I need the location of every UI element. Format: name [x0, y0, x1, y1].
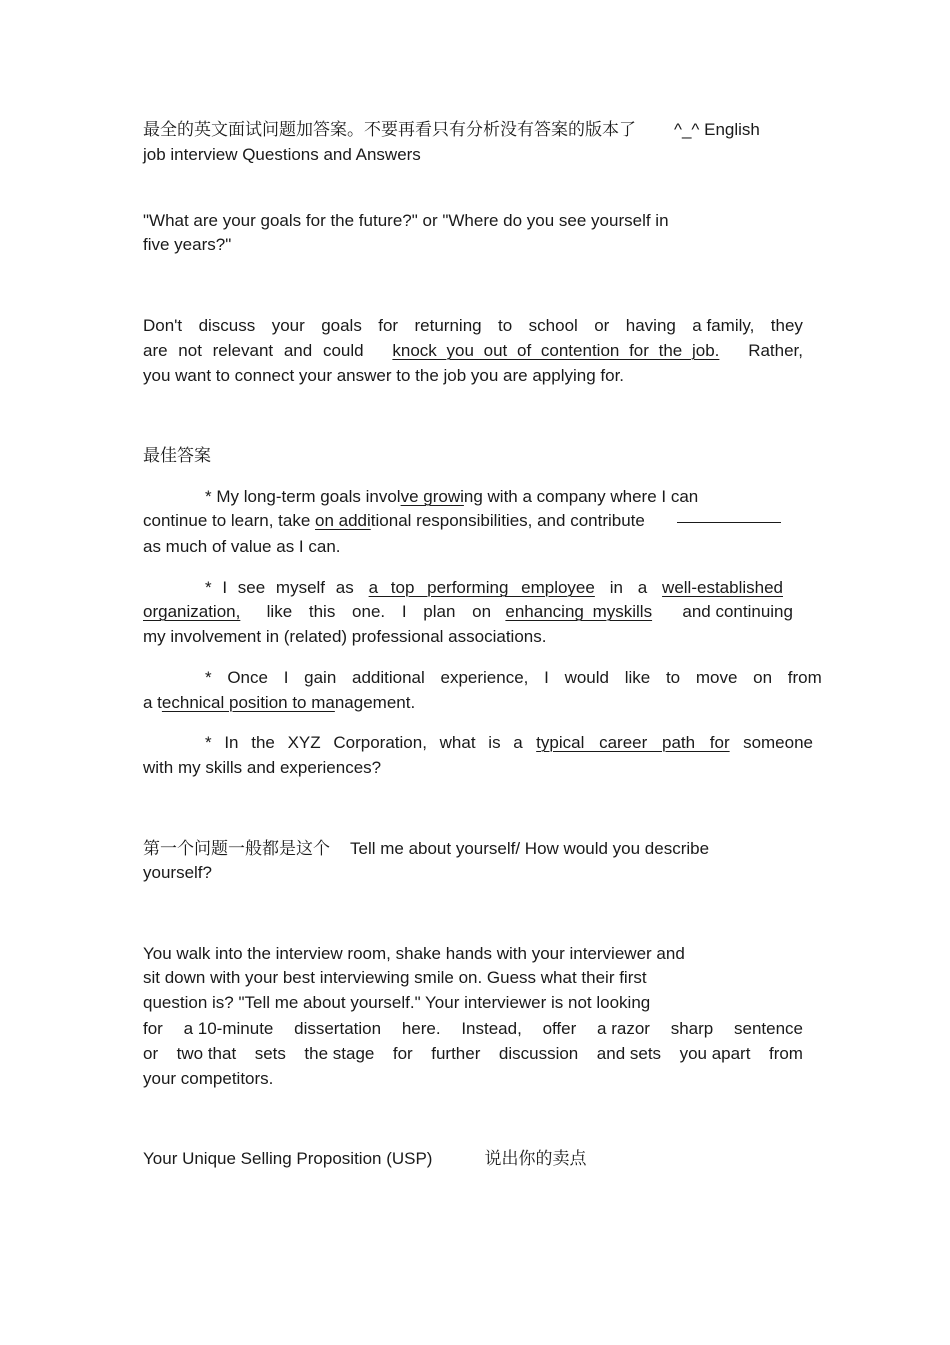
text: a t: [143, 693, 162, 712]
advice-1-line-3: you want to connect your answer to the job you are applying for.: [143, 366, 625, 385]
word: returning: [414, 316, 482, 335]
word: or: [594, 316, 610, 335]
answer-1-line-1: [143, 484, 698, 509]
text: someone: [743, 733, 813, 752]
best-answer-heading: 最佳答案: [143, 446, 211, 465]
question-2-line-2: yourself?: [143, 863, 212, 882]
answer-1-line-3: as much of value as I can.: [143, 537, 341, 556]
underlined-phrase: knock you out of contention for the job.: [392, 341, 720, 360]
fill-in-blank-line: [677, 521, 781, 523]
underlined-fragment: on addi: [315, 511, 371, 530]
word: for: [378, 316, 399, 335]
question-1-line-2: five years?": [143, 235, 232, 254]
question-2-chinese: 第一个问题一般都是这个: [143, 839, 330, 858]
word: dissertation: [294, 1019, 382, 1038]
title-english-tail: ^_^ English: [674, 120, 760, 139]
word: school: [528, 316, 578, 335]
text: * In the XYZ Corporation, what is a: [205, 733, 523, 752]
advice-1-line-1: [143, 313, 803, 338]
answer-4-line-2: with my skills and experiences?: [143, 758, 382, 777]
word: sharp: [670, 1019, 714, 1038]
word: Instead,: [461, 1019, 522, 1038]
word: to: [498, 316, 513, 335]
advice-2-line-3: question is? "Tell me about yourself." Your interviewer is not looking: [143, 993, 651, 1012]
title-line-2: job interview Questions and Answers: [143, 145, 421, 164]
word: Don't: [143, 316, 183, 335]
usp-chinese: 说出你的卖点: [484, 1149, 587, 1168]
usp-english: Your Unique Selling Proposition (USP): [143, 1149, 433, 1168]
word: from: [768, 1044, 803, 1063]
underlined-phrase: organization,: [143, 602, 241, 621]
usp-heading: [143, 1146, 586, 1171]
answer-3-line-2: [143, 690, 415, 715]
text: continue to learn, take: [143, 511, 316, 530]
word: further: [431, 1044, 481, 1063]
word: you apart: [679, 1044, 751, 1063]
advice-2-line-6: your competitors.: [143, 1069, 274, 1088]
word: for: [392, 1044, 413, 1063]
word: a 10-minute: [183, 1019, 274, 1038]
answer-2-line-1: [205, 575, 805, 600]
word: discuss: [198, 316, 256, 335]
answer-4-line-1: [205, 730, 813, 755]
word: offer: [542, 1019, 577, 1038]
word: and sets: [596, 1044, 662, 1063]
advice-2-line-4: [143, 1016, 803, 1041]
word: they: [770, 316, 803, 335]
word: two that: [176, 1044, 237, 1063]
word: a family,: [692, 316, 755, 335]
word: discussion: [498, 1044, 579, 1063]
word: a razor: [597, 1019, 650, 1038]
word: sentence: [733, 1019, 803, 1038]
underlined-fragment: ve growi: [400, 487, 464, 506]
underlined-phrase: a top performing employee: [368, 578, 595, 597]
answer-1-line-2: [143, 508, 781, 533]
question-2-line-1: [143, 836, 709, 861]
text: nagement.: [334, 693, 416, 712]
text: like this one. I plan on: [266, 602, 492, 621]
answer-2-line-2: [143, 599, 793, 624]
word: here.: [401, 1019, 441, 1038]
question-2-english: Tell me about yourself/ How would you describe: [350, 839, 710, 858]
word: for: [143, 1019, 163, 1038]
advice-2-line-5: [143, 1041, 803, 1066]
text: are not relevant and could: [143, 341, 364, 360]
underlined-fragment: echnical position to ma: [161, 693, 335, 712]
word: the stage: [304, 1044, 375, 1063]
text: Rather,: [748, 341, 803, 360]
word: your: [271, 316, 305, 335]
question-1-line-1: "What are your goals for the future?" or "Where do you see yourself in: [143, 211, 669, 230]
advice-1-line-2: [143, 338, 803, 363]
title-chinese: 最全的英文面试问题加答案。不要再看只有分析没有答案的版本了: [143, 120, 636, 139]
word: or: [143, 1044, 159, 1063]
text: ng with a company where I can: [463, 487, 699, 506]
answer-3-line-1: * Once I gain additional experience, I would like to move on from: [205, 668, 822, 687]
text: * I see myself as: [205, 578, 354, 597]
advice-2-line-2: sit down with your best interviewing smile on. Guess what their first: [143, 968, 647, 987]
text: * My long-term goals invol: [205, 487, 401, 506]
underlined-phrase: enhancing myskills: [505, 602, 653, 621]
text: tional responsibilities, and contribute: [370, 511, 645, 530]
text: and continuing: [682, 602, 793, 621]
underlined-phrase: well-established: [662, 578, 783, 597]
word: having: [625, 316, 676, 335]
word: goals: [321, 316, 362, 335]
document-title: [143, 117, 793, 142]
text: in a: [609, 578, 648, 597]
advice-2-line-1: You walk into the interview room, shake hands with your interviewer and: [143, 944, 685, 963]
answer-2-line-3: my involvement in (related) professional associations.: [143, 627, 547, 646]
word: sets: [254, 1044, 286, 1063]
underlined-phrase: typical career path for: [536, 733, 730, 752]
